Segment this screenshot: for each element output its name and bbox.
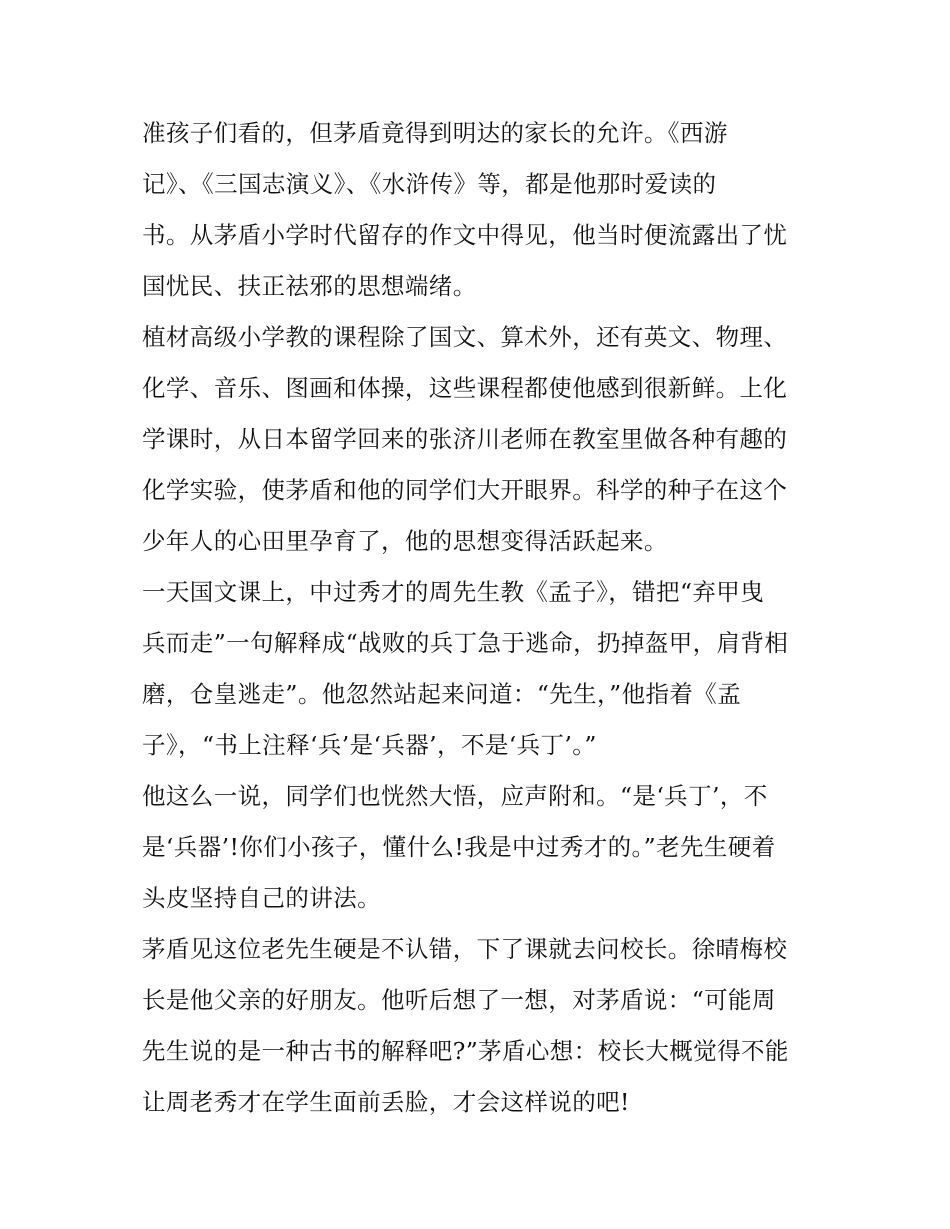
- text-line: 国忧民、扶正祛邪的思想端绪。: [142, 272, 477, 300]
- text-line: 先生说的是一种古书的解释吧?”茅盾心想：校长大概觉得不能: [142, 1037, 789, 1065]
- text-line: 兵而走”一句解释成“战败的兵丁急于逃命，扔掉盔甲，肩背相: [142, 629, 789, 657]
- text-line: 记》、《三国志演义》、《水浒传》等，都是他那时爱读的: [142, 170, 717, 198]
- text-line: 子》，“书上注释‘兵’是‘兵器’，不是‘兵丁’。”: [142, 731, 597, 759]
- text-line: 少年人的心田里孕育了，他的思想变得活跃起来。: [142, 527, 668, 555]
- text-line: 头皮坚持自己的讲法。: [142, 884, 381, 912]
- text-line: 长是他父亲的好朋友。他听后想了一想，对茅盾说：“可能周: [142, 986, 776, 1014]
- text-line: 他这么一说，同学们也恍然大悟，应声附和。“是‘兵丁’，不: [142, 782, 768, 810]
- text-line: 茅盾见这位老先生硬是不认错，下了课就去问校长。徐晴梅校: [142, 935, 788, 963]
- text-line: 是‘兵器’!你们小孩子，懂什么!我是中过秀才的。”老先生硬着: [142, 833, 776, 861]
- text-line: 学课时，从日本留学回来的张济川老师在教室里做各种有趣的: [142, 425, 788, 453]
- text-line: 让周老秀才在学生面前丢脸，才会这样说的吧!: [142, 1088, 630, 1116]
- text-line: 书。从茅盾小学时代留存的作文中得见，他当时便流露出了忧: [142, 221, 788, 249]
- text-line: 植材高级小学教的课程除了国文、算术外，还有英文、物理、: [142, 323, 788, 351]
- text-line: 化学实验，使茅盾和他的同学们大开眼界。科学的种子在这个: [142, 476, 788, 504]
- text-line: 化学、音乐、图画和体操，这些课程都使他感到很新鲜。上化: [142, 374, 788, 402]
- document-body: [142, 108, 822, 1128]
- text-line: 一天国文课上，中过秀才的周先生教《孟子》，错把“弃甲曳: [142, 578, 765, 606]
- text-line: 准孩子们看的，但茅盾竟得到明达的家长的允许。《西游: [142, 119, 728, 147]
- text-line: 磨，仓皇逃走”。他忽然站起来问道：“先生，”他指着《孟: [142, 680, 742, 708]
